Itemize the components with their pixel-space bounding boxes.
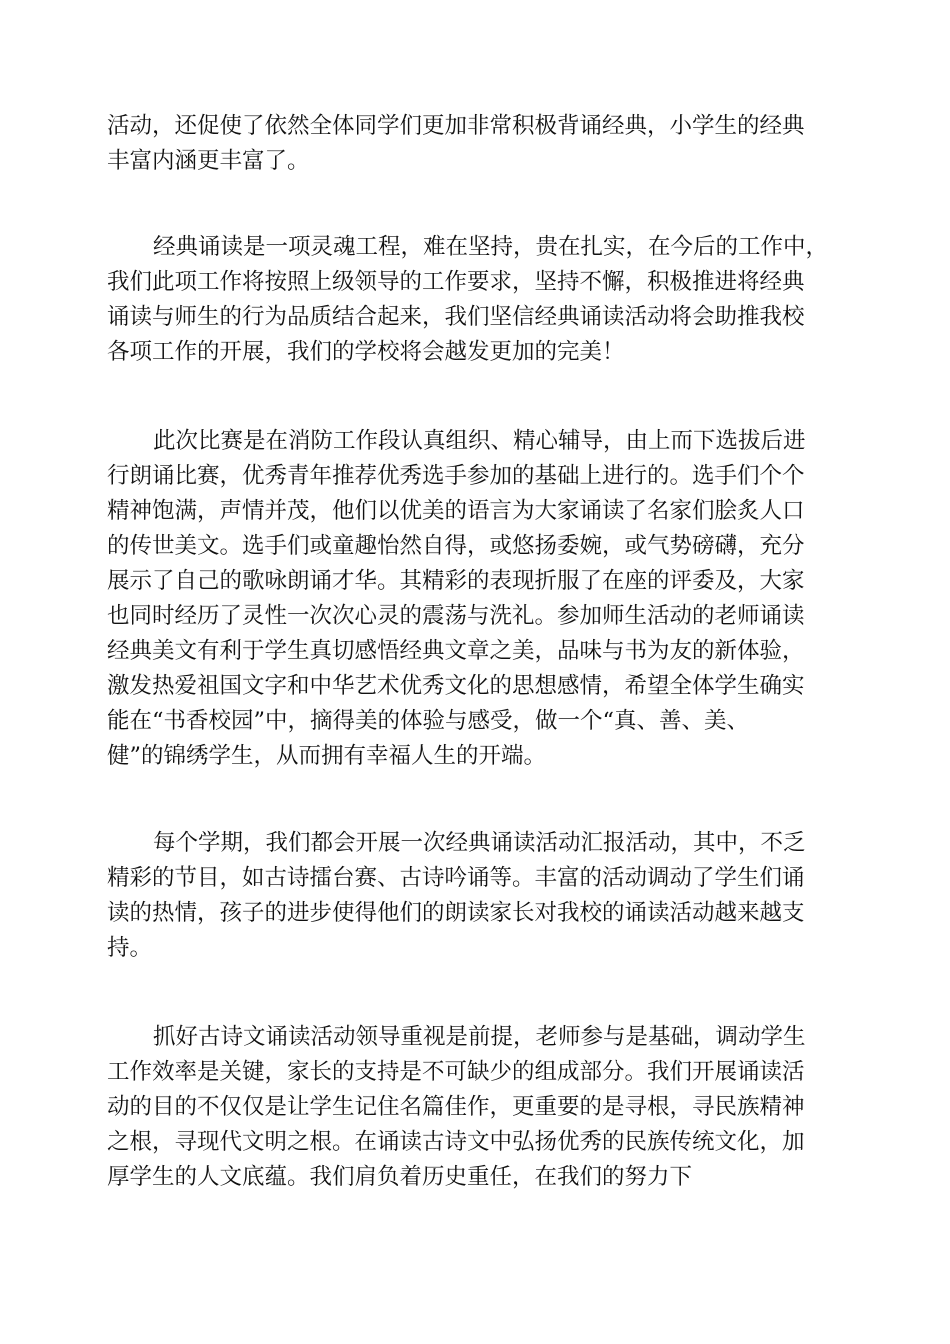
paragraph-3 <box>107 424 847 774</box>
text-line: 激发热爱祖国文字和中华艺术优秀文化的思想感情，希望全体学生确实 <box>107 673 805 699</box>
paragraph-4 <box>107 826 847 966</box>
text-line: 动的目的不仅仅是让学生记住名篇佳作，更重要的是寻根，寻民族精神 <box>107 1094 805 1120</box>
text-line: 厚学生的人文底蕴。我们肩负着历史重任，在我们的努力下 <box>107 1164 693 1190</box>
text-line: 丰富内涵更丰富了。 <box>107 148 310 174</box>
text-line: 能在“书香校园”中，摘得美的体验与感受，做一个“真、善、美、 <box>107 708 750 734</box>
text-line: 每个学期，我们都会开展一次经典诵读活动汇报活动，其中，不乏 <box>153 830 806 856</box>
text-line: 此次比赛是在消防工作段认真组织、精心辅导，由上而下选拔后进 <box>153 428 806 454</box>
text-line: 我们此项工作将按照上级领导的工作要求，坚持不懈，积极推进将经典 <box>107 269 805 295</box>
text-line: 诵读与师生的行为品质结合起来，我们坚信经典诵读活动将会助推我校 <box>107 304 805 330</box>
paragraph-2 <box>107 230 847 370</box>
text-line: 也同时经历了灵性一次次心灵的震荡与洗礼。参加师生活动的老师诵读 <box>107 603 805 629</box>
text-line: 工作效率是关键，家长的支持是不可缺少的组成部分。我们开展诵读活 <box>107 1059 805 1085</box>
text-line: 精神饱满，声情并茂，他们以优美的语言为大家诵读了名家们脍炙人口 <box>107 498 805 524</box>
text-line: 抓好古诗文诵读活动领导重视是前提，老师参与是基础，调动学生 <box>153 1024 806 1050</box>
text-line: 健”的锦绣学生，从而拥有幸福人生的开端。 <box>107 743 547 769</box>
text-line: 之根，寻现代文明之根。在诵读古诗文中弘扬优秀的民族传统文化，加 <box>107 1129 805 1155</box>
text-line: 读的热情，孩子的进步使得他们的朗读家长对我校的诵读活动越来越支 <box>107 900 805 926</box>
text-line: 活动，还促使了依然全体同学们更加非常积极背诵经典，小学生的经典 <box>107 113 805 139</box>
text-line: 各项工作的开展，我们的学校将会越发更加的完美！ <box>107 339 625 365</box>
paragraph-5 <box>107 1020 847 1195</box>
text-line: 的传世美文。选手们或童趣怡然自得，或悠扬委婉，或气势磅礴，充分 <box>107 533 805 559</box>
text-line: 展示了自己的歌咏朗诵才华。其精彩的表现折服了在座的评委及，大家 <box>107 568 805 594</box>
text-line: 行朗诵比赛，优秀青年推荐优秀选手参加的基础上进行的。选手们个个 <box>107 463 805 489</box>
paragraph-1 <box>107 109 847 179</box>
text-line: 精彩的节目，如古诗擂台赛、古诗吟诵等。丰富的活动调动了学生们诵 <box>107 865 805 891</box>
text-line: 经典美文有利于学生真切感悟经典文章之美，品味与书为友的新体验， <box>107 638 805 664</box>
text-line: 持。 <box>107 935 153 961</box>
text-line: 经典诵读是一项灵魂工程，难在坚持，贵在扎实，在今后的工作中， <box>153 234 829 260</box>
